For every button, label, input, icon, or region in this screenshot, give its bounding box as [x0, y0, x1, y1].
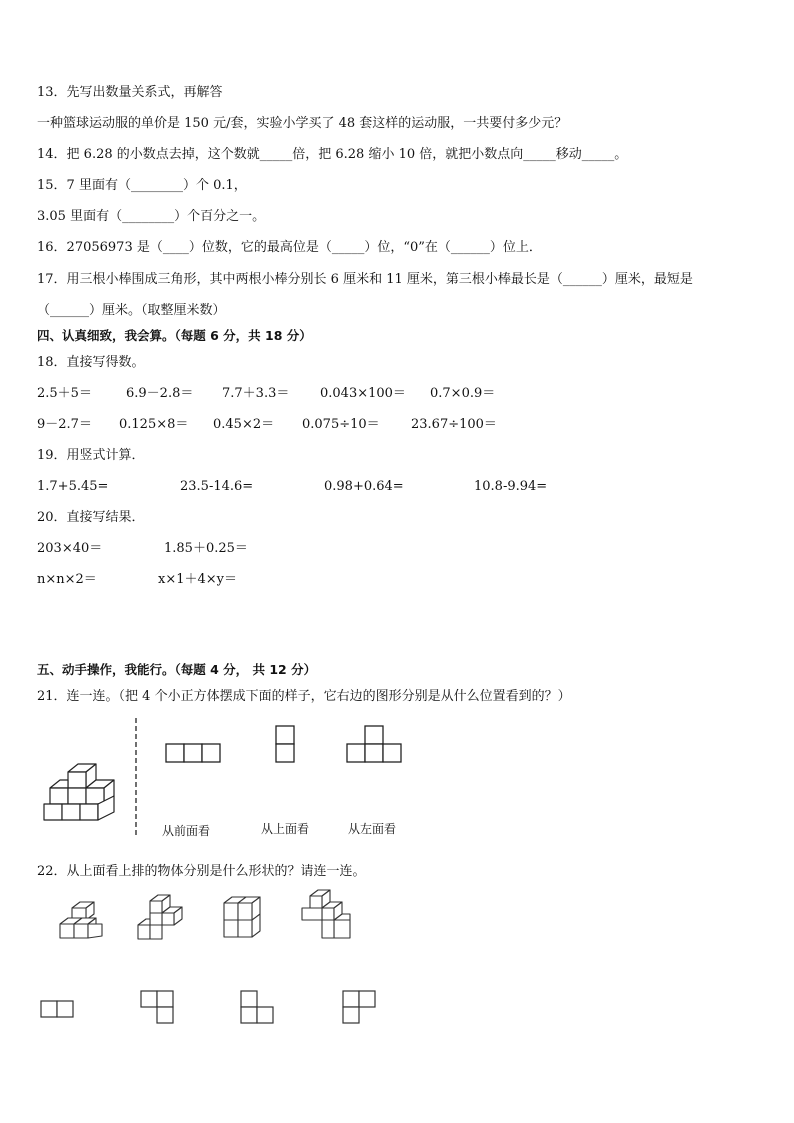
q18-r1-c2: 6.9－2.8＝: [126, 386, 194, 401]
q22-object-4: [300, 888, 354, 944]
q22-title: 22．从上面看上排的物体分别是什么形状的？请连一连。: [37, 864, 366, 879]
q19-item-4: 10.8-9.94=: [474, 479, 548, 494]
q18-r1-c4: 0.043×100＝: [320, 386, 406, 401]
q22-top-view-4: [342, 990, 380, 1028]
q13-body: 一种篮球运动服的单价是 150 元/套，实验小学买了 48 套这样的运动服，一共要付多少元？: [37, 116, 568, 131]
q18-r2-c4: 0.075÷10＝: [302, 417, 380, 432]
q22-top-view-1: [40, 1000, 76, 1020]
q21-caption-left: 从左面看: [348, 822, 397, 836]
q18-r1-c5: 0.7×0.9＝: [430, 386, 496, 401]
q17-line2: （______）厘米。（取整厘米数）: [37, 303, 226, 318]
q16-text: 16．27056973 是（____）位数，它的最高位是（_____）位，“0”在（______）位上．: [37, 240, 542, 255]
q21-caption-top: 从上面看: [261, 822, 310, 836]
q15-line1: 15．7 里面有（________）个 0.1，: [37, 178, 247, 193]
q21-dashed-separator: [134, 718, 138, 836]
q19-item-1: 1.7+5.45=: [37, 479, 109, 494]
q20-r2-c1: n×n×2＝: [37, 572, 97, 587]
q20-r2-c2: x×1＋4×y＝: [158, 572, 238, 587]
q22-object-3: [220, 893, 270, 943]
q19-item-3: 0.98+0.64=: [324, 479, 404, 494]
q18-r2-c2: 0.125×8＝: [119, 417, 189, 432]
q18-title: 18．直接写得数。: [37, 355, 145, 370]
q14-text: 14．把 6.28 的小数点去掉，这个数就_____倍，把 6.28 缩小 10 倍，就把小数点向_____移动_____。: [37, 147, 628, 162]
q17-line1: 17．用三根小棒围成三角形，其中两根小棒分别长 6 厘米和 11 厘米，第三根小棒最长是（______）厘米，最短是: [37, 272, 693, 287]
q21-title: 21．连一连。（把 4 个小正方体摆成下面的样子，它右边的图形分别是从什么位置看到的？）: [37, 689, 571, 704]
q21-view-three-in-row: [165, 743, 223, 763]
q13-title: 13．先写出数量关系式，再解答: [37, 85, 223, 100]
q18-r2-c3: 0.45×2＝: [213, 417, 275, 432]
q20-title: 20．直接写结果．: [37, 510, 145, 525]
q15-line2: 3.05 里面有（________）个百分之一。: [37, 209, 266, 224]
q20-r1-c1: 203×40＝: [37, 541, 103, 556]
q21-cube-stack-figure-overlay: [44, 762, 124, 822]
section-4-heading: 四、认真细致，我会算。（每题 6 分，共 18 分）: [37, 328, 312, 343]
q21-view-t-shape: [346, 725, 404, 765]
q19-title: 19．用竖式计算．: [37, 448, 145, 463]
q19-item-2: 23.5-14.6=: [180, 479, 254, 494]
q21-caption-front: 从前面看: [162, 824, 211, 838]
q20-r1-c2: 1.85＋0.25＝: [164, 541, 248, 556]
section-5-heading: 五、动手操作，我能行。（每题 4 分， 共 12 分）: [37, 662, 317, 677]
q18-r2-c5: 23.67÷100＝: [411, 417, 497, 432]
q18-r1-c1: 2.5＋5＝: [37, 386, 92, 401]
q18-r2-c1: 9－2.7＝: [37, 417, 92, 432]
q22-top-view-3: [240, 990, 278, 1028]
q21-view-two-vertical: [275, 725, 297, 765]
q22-object-1: [58, 900, 104, 942]
q18-r1-c3: 7.7＋3.3＝: [222, 386, 290, 401]
q22-top-view-2: [140, 990, 178, 1028]
q22-object-2: [136, 893, 188, 945]
